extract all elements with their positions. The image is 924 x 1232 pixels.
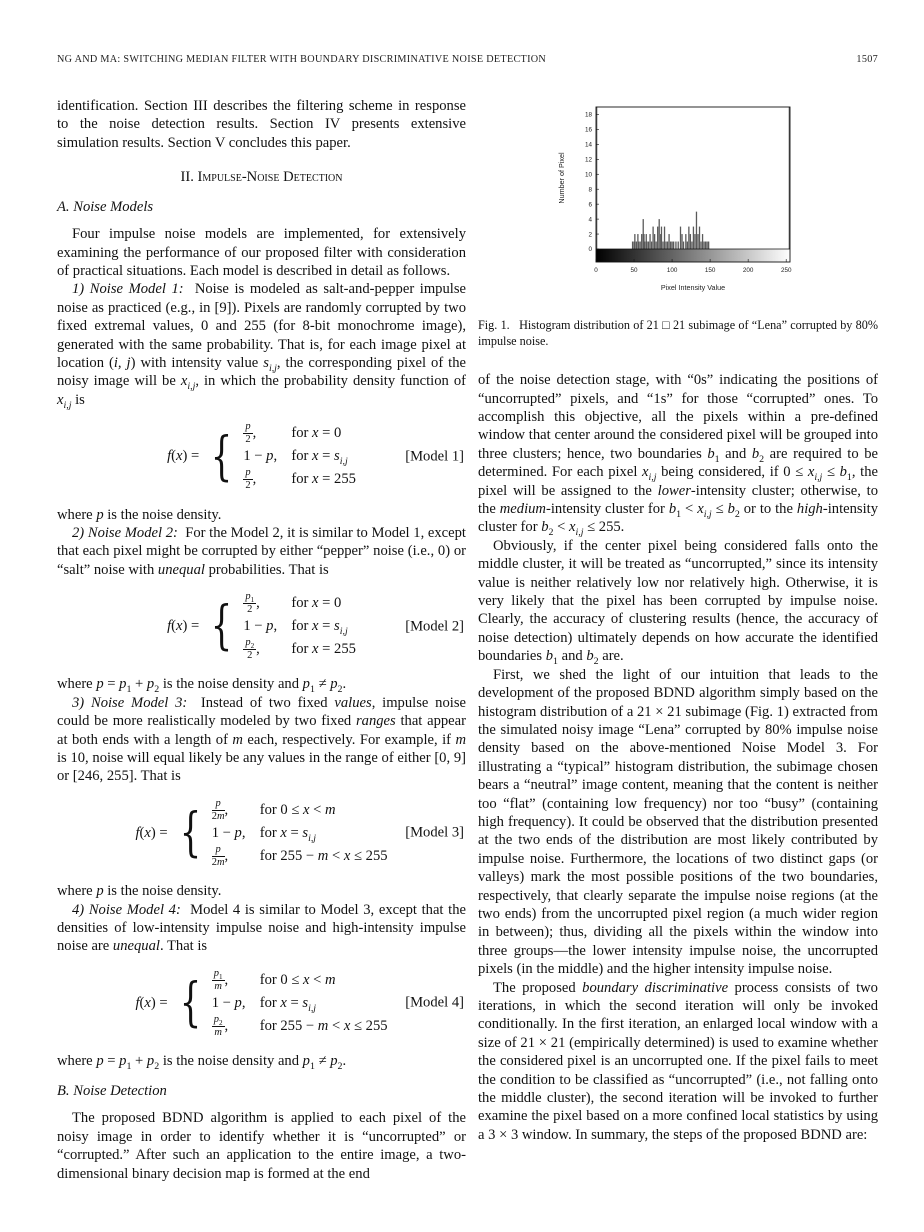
histogram-bar [649, 234, 650, 249]
histogram-bar [634, 234, 635, 249]
equation-model-3 [57, 797, 466, 870]
y-tick-label: 0 [588, 246, 592, 254]
figure-1 [478, 99, 878, 302]
histogram-bar [708, 242, 709, 249]
histogram-bar [636, 242, 637, 249]
paragraph-intuition: First, we shed the light of our intuition that leads to the development of the proposed BDND algorithm simply based on the histogram distribution of a 21 × 21 subimage (Fig. 1) extracted from the simulated noisy image “Lena” corrupted by 80% impulse noise density based on the above-mentioned Noise Model 3. For illustrating a “typical” histogram distribution, the subimage chosen bears a “neutral” image content, meaning that the content is neither too “flat” (containing low frequency) nor too “busy” (containing high frequency). It could be observed that the distribution presented at the two ends of the distribution are most likely contributed by impulse noise. Furthermore, the locations of two distinct gaps (or valleys) mark the most possible positions of the two boundaries, respectively, that clearly separate the impulse noise regions (at the two ends) from the uncorrupted pixel region (a much wider region in between); thus, dividing all the pixels within the window into three groups—the lower intensity impulse noise, the uncorrupted pixels (in the middle) and the higher intensity impulse noise. [478, 666, 878, 978]
equation-tag-model-4: [Model 4] [405, 994, 464, 1011]
histogram-bar [697, 234, 698, 249]
left-brace: { [179, 972, 201, 1033]
y-tick-label: 6 [588, 201, 592, 209]
y-tick-label: 2 [588, 231, 592, 239]
x-tick-label: 50 [630, 267, 638, 274]
paragraph-where-4: where $p = p_1 + p_2$ is the noise density and $p_1 \ne p_2$. [57, 1052, 347, 1072]
histogram-bar [694, 234, 695, 249]
histogram-bar [667, 242, 668, 249]
histogram-bar [652, 227, 653, 249]
x-tick-label: 0 [594, 267, 598, 274]
x-tick-label: 150 [704, 267, 716, 274]
paragraph-noise-model-2: 2) Noise Model 2: For the Model 2, it is similar to Model 1, except that each pixel might be corrupted by either “pepper” noise (i.e., 0) or “salt” noise with unequal probabilities. That is [57, 524, 466, 578]
histogram-bar [705, 242, 706, 249]
histogram-bar [675, 242, 676, 249]
histogram-bar [661, 227, 662, 249]
histogram-bar [657, 227, 658, 249]
equation-tag-model-1: [Model 1] [405, 448, 464, 465]
histogram-bar [693, 227, 694, 249]
paragraph-where-3: where p is the noise density. [57, 883, 222, 900]
subsection-a-noise-models: A. Noise Models [57, 199, 154, 216]
page-number: 1507 [856, 54, 878, 65]
equation-tag-model-3: [Model 3] [405, 824, 464, 841]
paragraph-boundary-discriminative: The proposed boundary discriminative process consists of two iterations, in which the second iteration will only be invoked conditionally. In the first iteration, an enlarged local window with a size of 21 × 21 (empirically determined) is used to examine whether the considered pixel is an uncorrupted one. If the pixel fails to meet the condition to be classified as “uncorrupted” (i.e., not falling onto the middle cluster), the second iteration will be invoked to further examine the pixel based on a more confined local statistics by using a 3 × 3 window. In summary, the steps of the proposed BDND are: [478, 979, 878, 1143]
left-brace: { [211, 426, 233, 487]
histogram-bar [699, 227, 700, 249]
histogram-bar [668, 234, 669, 249]
paragraph-obviously: Obviously, if the center pixel being considered falls onto the middle cluster, it will be treated as “uncorrupted,” since its intensity value is neither relatively low nor relatively high. Otherwise, it is very likely that the pixel has been corrupted by impulse noise. Clearly, the accuracy of clustering results (hence, the accuracy of noise detection) ultimately depends on how accurate the identified boundaries $b_1$ and $b_2$ are. [478, 537, 878, 668]
y-tick-label: 16 [584, 126, 592, 134]
histogram-bar [696, 212, 697, 249]
histogram-bar [656, 242, 657, 249]
histogram-bar [638, 242, 639, 249]
paragraph-intro-continuation: identification. Section III describes the filtering scheme in response to the noise detection results. Section IV presents extensive simulation results. Section V concludes this paper. [57, 98, 466, 151]
histogram-bar [651, 242, 652, 249]
histogram-bar [683, 242, 684, 249]
y-tick-label: 14 [584, 141, 592, 149]
paragraph-decision-map: of the noise detection stage, with “0s” indicating the positions of “uncorrupted” pixels, and “1s” for those “corrupted” ones. To accomplish this objective, all the pixels within a pre-defined window that center around the considered pixel will be grouped into three clusters; hence, two boundaries $b_1$ and $b_2$ are required to be determined. For each pixel $x_{i,j}$ being considered, if $0 \le x_{i,j} \le b_1$, the pixel will be assigned to the lower-intensity cluster; otherwise, to the medium-intensity cluster for $b_1 < x_{i,j} \le b_2$ or to the high-intensity cluster for $b_2 < x_{i,j} \le 255$. [478, 372, 879, 539]
y-tick-label: 8 [588, 186, 592, 194]
y-tick-label: 12 [584, 156, 592, 164]
histogram-bar [640, 242, 641, 249]
right-column [478, 97, 878, 1144]
histogram-bar [681, 234, 682, 249]
histogram-bar [673, 242, 674, 249]
x-axis-label: Pixel Intensity Value [660, 283, 726, 292]
y-tick-label: 10 [584, 171, 592, 179]
equation-model-1 [57, 420, 466, 493]
paragraph-where-2: where $p = p_1 + p_2$ is the noise density and $p_1 \ne p_2$. [57, 676, 347, 696]
equation-cases: $\frac{p_1}{m}$ , for 0 ≤ x < m 1 − p, for $x = s_{i,j}$ $\frac{p_2}{m}$ , for 255 − m < x ≤ 255 [211, 967, 388, 1038]
equation-lhs: f(x) = [135, 994, 168, 1011]
x-tick-label: 200 [742, 267, 754, 274]
running-title: NG AND MA: SWITCHING MEDIAN FILTER WITH BOUNDARY DISCRIMINATIVE NOISE DETECTION [57, 54, 547, 65]
x-tick-label: 100 [666, 267, 678, 274]
histogram-bar [691, 242, 692, 249]
equation-tag-model-2: [Model 2] [405, 618, 464, 635]
histogram-bar [685, 234, 686, 249]
subsection-b-noise-detection: B. Noise Detection [57, 1083, 167, 1100]
left-column [57, 97, 466, 1183]
histogram-bar [688, 227, 689, 249]
histogram-bar [648, 242, 649, 249]
histogram-bar [680, 227, 681, 249]
histogram-bar [644, 242, 645, 249]
page-header [57, 54, 878, 65]
histogram-bar [702, 234, 703, 249]
y-tick-label: 4 [588, 216, 592, 224]
histogram-bar [641, 234, 642, 249]
histogram-bar [662, 242, 663, 249]
histogram-bar [664, 227, 665, 249]
paragraph-where-1: where p is the noise density. [57, 506, 222, 523]
histogram-bar [703, 242, 704, 249]
equation-cases: $\frac{p}{2}$ , for x = 0 1 − p, for $x = s_{i,j}$ $\frac{p}{2}$ , for x = 255 [243, 421, 356, 492]
paragraph-noise-model-4: 4) Noise Model 4: Model 4 is similar to Model 3, except that the densities of low-intensity impulse noise and high-intensity impulse noise are unequal. That is [57, 901, 466, 955]
histogram-bar [671, 242, 672, 249]
histogram-bar [706, 242, 707, 249]
histogram-bar [659, 219, 660, 249]
histogram-svg [552, 99, 804, 297]
equation-cases: $\frac{p_1}{2}$ , for x = 0 1 − p, for $x = s_{i,j}$ $\frac{p_2}{2}$ , for x = 255 [243, 591, 356, 662]
histogram-bar [665, 242, 666, 249]
left-brace: { [211, 596, 233, 657]
colorbar-strip [596, 249, 790, 262]
left-brace: { [179, 803, 201, 864]
paragraph-models-intro: Four impulse noise models are implemented, for extensively examining the performance of our proposed filter with consideration of practical situations. Each model is described in detail as follows. [57, 226, 466, 280]
section-heading-impulse-noise-detection: II. Impulse-Noise Detection [180, 169, 343, 186]
equation-lhs: f(x) = [135, 824, 168, 841]
histogram-bar [646, 242, 647, 249]
histogram-bar [690, 234, 691, 249]
histogram-bar [654, 234, 655, 249]
equation-cases: $\frac{p}{2m}$ , for 0 ≤ x < m 1 − p, for $x = s_{i,j}$ $\frac{p}{2m}$ , for 255 − m < x ≤ 255 [211, 797, 388, 869]
histogram-bar [700, 242, 701, 249]
paragraph-noise-model-3: 3) Noise Model 3: Instead of two fixed values, impulse noise could be more realistically modeled by two fixed ranges that appear at both ends with a length of m each, respectively. For example, if m is 10, noise will equal likely be any values in the range of either [0, 9] or [246, 255]. That is [57, 694, 466, 785]
equation-model-2 [57, 590, 466, 663]
x-tick-label: 250 [780, 267, 792, 274]
equation-model-4 [57, 967, 466, 1040]
equation-lhs: f(x) = [167, 448, 200, 465]
histogram-bar [632, 242, 633, 249]
equation-lhs: f(x) = [167, 618, 200, 635]
histogram-bar [687, 242, 688, 249]
y-tick-label: 18 [584, 111, 592, 119]
histogram-bar [670, 242, 671, 249]
y-axis-label: Number of Pixel [557, 152, 566, 204]
histogram-bar [678, 242, 679, 249]
paragraph-noise-detection: The proposed BDND algorithm is applied to each pixel of the noisy image in order to identify whether it is “uncorrupted” or “corrupted.” After such an application to the entire image, a two-dimensional binary decision map is formed at the end [57, 1110, 466, 1182]
figure-1-caption: Fig. 1. Histogram distribution of 21 □ 21 subimage of “Lena” corrupted by 80% impulse noise. [478, 318, 878, 348]
paragraph-noise-model-1: 1) Noise Model 1: Noise is modeled as salt-and-pepper impulse noise as practiced (e.g., in [9]). Pixels are randomly corrupted by two fixed extremal values, 0 and 255 (for 8-bit monochrome image), generated with the same probability. That is, for each image pixel at location (i, j) with intensity value $s_{i,j}$, the corresponding pixel of the noisy image will be $x_{i,j}$, in which the probability density function of $x_{i,j}$ is [57, 281, 466, 411]
